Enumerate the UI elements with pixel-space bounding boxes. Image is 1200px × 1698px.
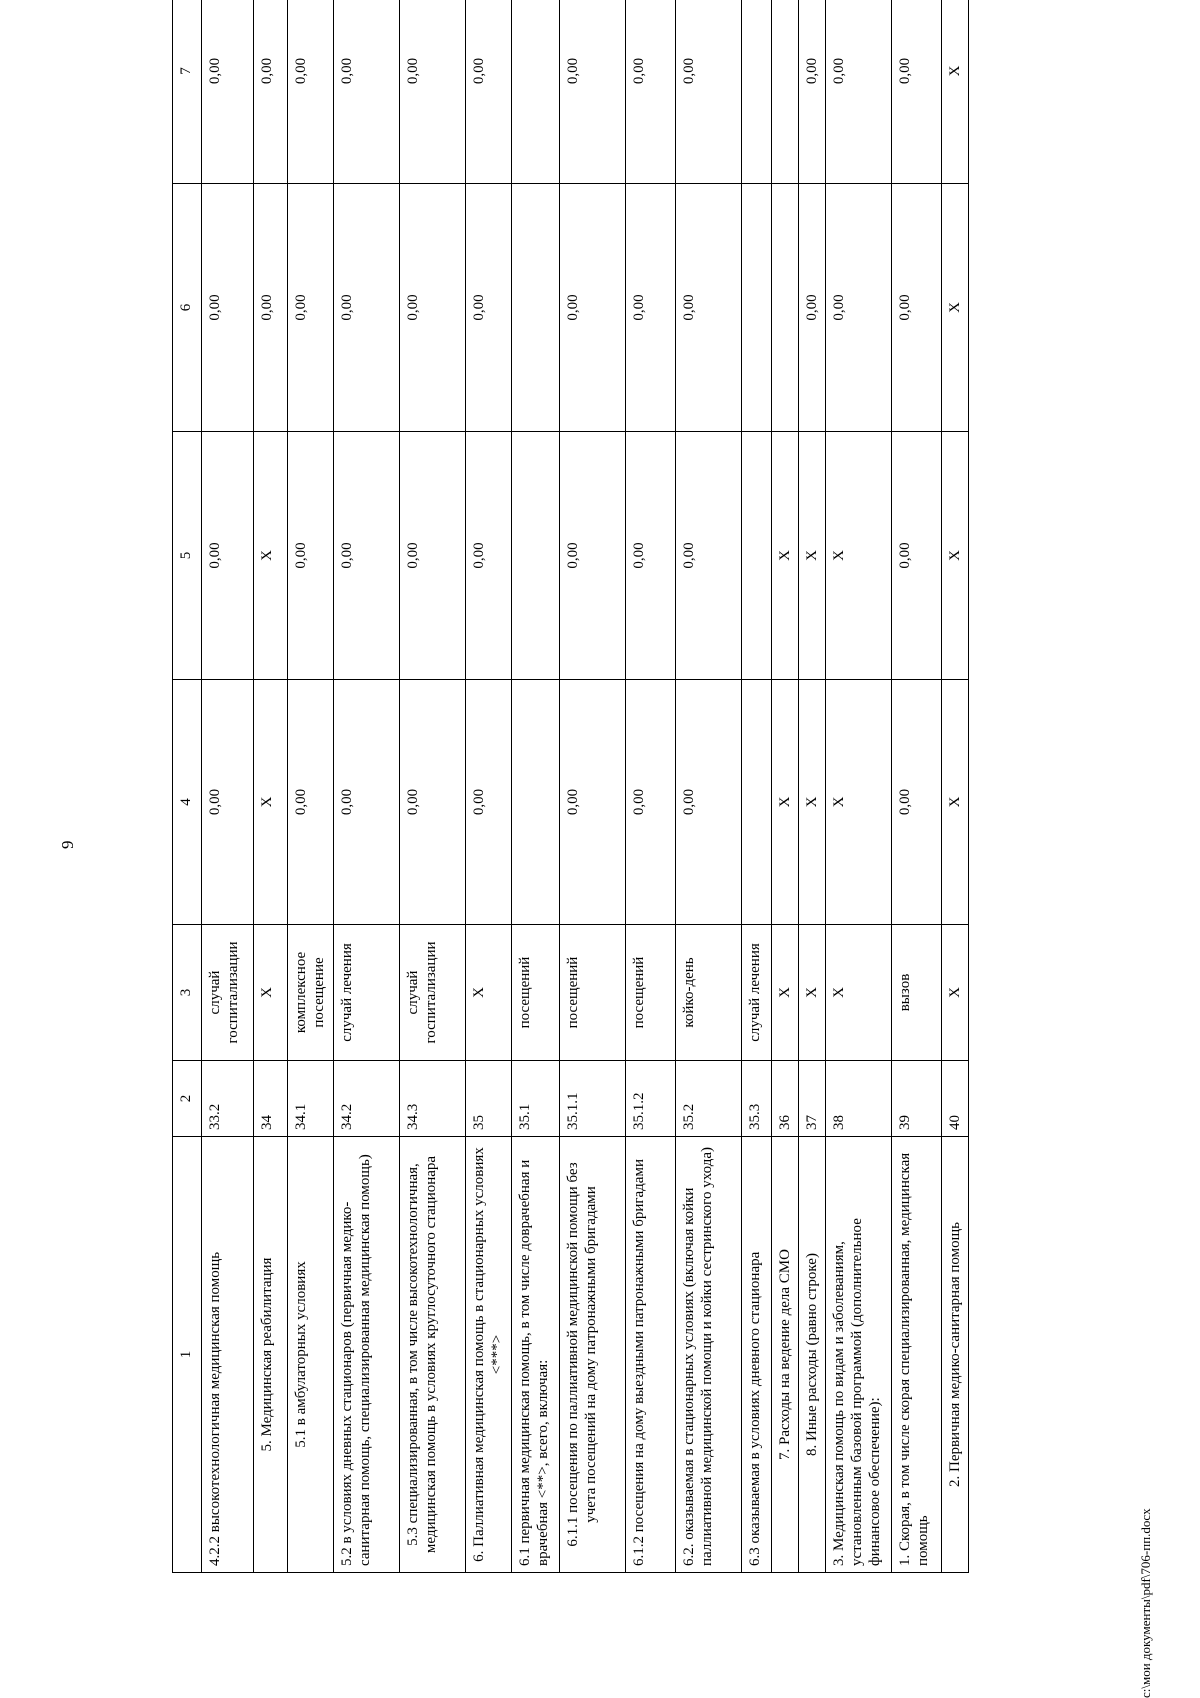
value-cell: 0,00 (288, 0, 334, 184)
unit-cell: X (772, 925, 799, 1061)
row-label-cell: 5.2 в условиях дневных стационаров (первичная медико-санитарная помощь, специализированная медицинская помощь) (334, 1137, 400, 1573)
value-cell: 0,00 (560, 0, 626, 184)
row-label-cell: 5.1 в амбулаторных условиях (288, 1137, 334, 1573)
value-cell: 0,00 (676, 432, 742, 680)
unit-cell: вызов (892, 925, 942, 1061)
header-cell: 3 (173, 925, 202, 1061)
value-cell (512, 0, 560, 184)
value-cell: 0,00 (466, 680, 512, 925)
value-cell: 0,00 (676, 0, 742, 184)
value-cell: 0,00 (400, 680, 466, 925)
value-cell: 0,00 (254, 0, 288, 184)
row-number-cell: 35 (466, 1061, 512, 1137)
value-cell: X (772, 432, 799, 680)
table-row (676, 0, 742, 1573)
value-cell (742, 432, 772, 680)
value-cell: 0,00 (676, 184, 742, 432)
value-cell (512, 432, 560, 680)
value-cell: X (254, 680, 288, 925)
unit-cell: комплексное посещение (288, 925, 334, 1061)
row-label-cell: 4.2.2 высокотехнологичная медицинская помощь (202, 1137, 254, 1573)
value-cell: 0,00 (400, 432, 466, 680)
value-cell (742, 680, 772, 925)
value-cell (772, 0, 799, 184)
value-cell: 0,00 (560, 432, 626, 680)
table-row (512, 0, 560, 1573)
row-number-cell: 36 (772, 1061, 799, 1137)
row-number-cell: 37 (799, 1061, 826, 1137)
value-cell: 0,00 (892, 432, 942, 680)
value-cell: 0,00 (466, 432, 512, 680)
row-label-cell: 3. Медицинская помощь по видам и заболеваниям, установленным базовой программой (дополнительное финансовое обеспечение): (826, 1137, 892, 1573)
table-header-row (173, 0, 202, 1573)
page-number: 9 (58, 840, 77, 849)
header-cell: 1 (173, 1137, 202, 1573)
value-cell: X (826, 680, 892, 925)
table-row (466, 0, 512, 1573)
value-cell: 0,00 (626, 0, 676, 184)
value-cell (742, 184, 772, 432)
value-cell: 0,00 (334, 432, 400, 680)
value-cell: 0,00 (202, 184, 254, 432)
value-cell: 0,00 (202, 680, 254, 925)
row-number-cell: 40 (942, 1061, 969, 1137)
value-cell: X (826, 432, 892, 680)
unit-cell: случай госпитализации (202, 925, 254, 1061)
value-cell (772, 184, 799, 432)
value-cell: 0,00 (892, 0, 942, 184)
table-row (799, 0, 826, 1573)
header-cell: 7 (173, 0, 202, 184)
value-cell: 0,00 (288, 432, 334, 680)
financing-table (172, 0, 969, 1573)
row-number-cell: 34.3 (400, 1061, 466, 1137)
unit-cell: X (254, 925, 288, 1061)
unit-cell: X (942, 925, 969, 1061)
row-number-cell: 34.1 (288, 1061, 334, 1137)
unit-cell: случай лечения (742, 925, 772, 1061)
value-cell: 0,00 (560, 680, 626, 925)
table-row (560, 0, 626, 1573)
table-row (772, 0, 799, 1573)
row-label-cell: 6.1.2 посещения на дому выездными патронажными бригадами (626, 1137, 676, 1573)
value-cell: 0,00 (892, 680, 942, 925)
value-cell: 0,00 (334, 184, 400, 432)
value-cell: 0,00 (400, 184, 466, 432)
row-label-cell: 1. Скорая, в том числе скорая специализированная, медицинская помощь (892, 1137, 942, 1573)
row-label-cell: 6.1 первичная медицинская помощь, в том числе доврачебная и врачебная <**>, всего, включая: (512, 1137, 560, 1573)
unit-cell: посещений (626, 925, 676, 1061)
value-cell: X (942, 680, 969, 925)
value-cell: 0,00 (560, 184, 626, 432)
row-label-cell: 2. Первичная медико-санитарная помощь (942, 1137, 969, 1573)
table-row (334, 0, 400, 1573)
row-label-cell: 6. Паллиативная медицинская помощь в стационарных условиях <***> (466, 1137, 512, 1573)
header-cell: 2 (173, 1061, 202, 1137)
row-number-cell: 35.1 (512, 1061, 560, 1137)
table-row (288, 0, 334, 1573)
row-label-cell: 6.2. оказываемая в стационарных условиях (включая койки паллиативной медицинской помощи и койки сестринского ухода) (676, 1137, 742, 1573)
value-cell: 0,00 (626, 184, 676, 432)
row-label-cell: 8. Иные расходы (равно строке) (799, 1137, 826, 1573)
unit-cell: X (799, 925, 826, 1061)
row-number-cell: 38 (826, 1061, 892, 1137)
value-cell: 0,00 (826, 0, 892, 184)
value-cell: X (942, 432, 969, 680)
row-number-cell: 34 (254, 1061, 288, 1137)
row-label-cell: 7. Расходы на ведение дела СМО (772, 1137, 799, 1573)
value-cell: 0,00 (466, 184, 512, 432)
table-row (942, 0, 969, 1573)
row-number-cell: 34.2 (334, 1061, 400, 1137)
unit-cell: посещений (560, 925, 626, 1061)
value-cell (512, 184, 560, 432)
value-cell: 0,00 (799, 184, 826, 432)
row-number-cell: 35.1.1 (560, 1061, 626, 1137)
value-cell (512, 680, 560, 925)
unit-cell: посещений (512, 925, 560, 1061)
value-cell: 0,00 (202, 0, 254, 184)
value-cell: 0,00 (288, 680, 334, 925)
value-cell: 0,00 (892, 184, 942, 432)
header-cell: 6 (173, 184, 202, 432)
value-cell: X (772, 680, 799, 925)
value-cell: 0,00 (288, 184, 334, 432)
row-number-cell: 35.1.2 (626, 1061, 676, 1137)
unit-cell: случай лечения (334, 925, 400, 1061)
table-row (254, 0, 288, 1573)
row-label-cell: 5. Медицинская реабилитация (254, 1137, 288, 1573)
table-row (400, 0, 466, 1573)
value-cell: 0,00 (826, 184, 892, 432)
row-number-cell: 39 (892, 1061, 942, 1137)
row-label-cell: 6.1.1 посещения по паллиативной медицинской помощи без учета посещений на дому патронажными бригадами (560, 1137, 626, 1573)
table-row (826, 0, 892, 1573)
value-cell: X (254, 432, 288, 680)
value-cell: 0,00 (676, 680, 742, 925)
value-cell: 0,00 (466, 0, 512, 184)
value-cell: 0,00 (626, 680, 676, 925)
unit-cell: X (826, 925, 892, 1061)
row-label-cell: 6.3 оказываемая в условиях дневного стационара (742, 1137, 772, 1573)
value-cell: 0,00 (254, 184, 288, 432)
value-cell: 0,00 (799, 0, 826, 184)
value-cell: 0,00 (334, 680, 400, 925)
row-number-cell: 33.2 (202, 1061, 254, 1137)
value-cell: X (799, 680, 826, 925)
value-cell: 0,00 (202, 432, 254, 680)
unit-cell: койко-день (676, 925, 742, 1061)
table-row (742, 0, 772, 1573)
value-cell: 0,00 (334, 0, 400, 184)
unit-cell: X (466, 925, 512, 1061)
row-number-cell: 35.3 (742, 1061, 772, 1137)
file-path-footer: c:\мои документы\pdf\706-пп.docx (1138, 1508, 1153, 1698)
value-cell: 0,00 (400, 0, 466, 184)
value-cell: 0,00 (626, 432, 676, 680)
table-row (202, 0, 254, 1573)
header-cell: 5 (173, 432, 202, 680)
row-label-cell: 5.3 специализированная, в том числе высокотехнологичная, медицинская помощь в условиях круглосуточного стационара (400, 1137, 466, 1573)
value-cell: X (799, 432, 826, 680)
value-cell: X (942, 0, 969, 184)
header-cell: 4 (173, 680, 202, 925)
row-number-cell: 35.2 (676, 1061, 742, 1137)
table-row (892, 0, 942, 1573)
value-cell (742, 0, 772, 184)
unit-cell: случай госпитализации (400, 925, 466, 1061)
table-row (626, 0, 676, 1573)
value-cell: X (942, 184, 969, 432)
